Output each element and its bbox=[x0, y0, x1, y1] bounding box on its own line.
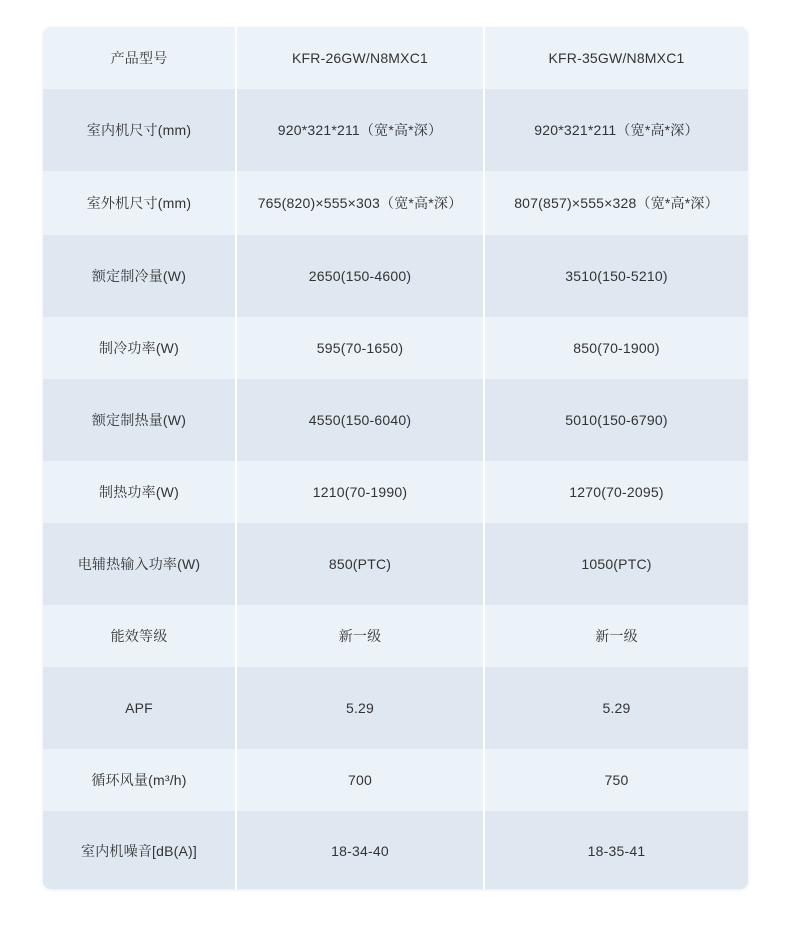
row-label: 额定制热量(W) bbox=[91, 412, 187, 428]
row-label: 制冷功率(W) bbox=[99, 340, 179, 356]
table-row-heating-power bbox=[43, 461, 748, 523]
value-kfr-35: 1270(70-2095) bbox=[483, 461, 748, 523]
spec-table bbox=[43, 27, 748, 889]
value-kfr-26: 2650(150-4600) bbox=[235, 235, 483, 317]
value-kfr-26: 595(70-1650) bbox=[235, 317, 483, 379]
table-row-outdoor-size bbox=[43, 171, 748, 235]
value-kfr-35: 1050(PTC) bbox=[483, 523, 748, 605]
table-row-cooling-capacity bbox=[43, 235, 748, 317]
table-row-indoor-noise bbox=[43, 811, 748, 889]
row-label: 产品型号 bbox=[110, 50, 168, 66]
value-kfr-26: KFR-26GW/N8MXC1 bbox=[235, 27, 483, 89]
value-kfr-35: 18-35-41 bbox=[483, 811, 748, 889]
value-kfr-26: 765(820)×555×303（宽*高*深） bbox=[235, 171, 483, 235]
value-kfr-26: 920*321*211（宽*高*深） bbox=[235, 89, 483, 171]
table-row-energy-grade bbox=[43, 605, 748, 667]
row-label: APF bbox=[125, 700, 153, 716]
value-kfr-35: KFR-35GW/N8MXC1 bbox=[483, 27, 748, 89]
row-label: 制热功率(W) bbox=[99, 484, 179, 500]
table-row-cooling-power bbox=[43, 317, 748, 379]
value-kfr-26: 850(PTC) bbox=[235, 523, 483, 605]
value-kfr-26: 新一级 bbox=[235, 605, 483, 667]
value-kfr-26: 5.29 bbox=[235, 667, 483, 749]
row-label: 循环风量(m³/h) bbox=[91, 772, 187, 788]
table-row-airflow bbox=[43, 749, 748, 811]
row-label: 室内机尺寸(mm) bbox=[86, 122, 192, 138]
value-kfr-26: 18-34-40 bbox=[235, 811, 483, 889]
table-row-aux-heater-power bbox=[43, 523, 748, 605]
row-label: 能效等级 bbox=[110, 628, 168, 644]
table-row-apf bbox=[43, 667, 748, 749]
value-kfr-35: 920*321*211（宽*高*深） bbox=[483, 89, 748, 171]
value-kfr-26: 1210(70-1990) bbox=[235, 461, 483, 523]
row-label: 室外机尺寸(mm) bbox=[86, 195, 192, 211]
value-kfr-35: 5010(150-6790) bbox=[483, 379, 748, 461]
table-row-model bbox=[43, 27, 748, 89]
table-row-indoor-size bbox=[43, 89, 748, 171]
value-kfr-35: 807(857)×555×328（宽*高*深） bbox=[483, 171, 748, 235]
value-kfr-26: 4550(150-6040) bbox=[235, 379, 483, 461]
value-kfr-35: 750 bbox=[483, 749, 748, 811]
value-kfr-35: 5.29 bbox=[483, 667, 748, 749]
value-kfr-26: 700 bbox=[235, 749, 483, 811]
row-label: 电辅热输入功率(W) bbox=[77, 556, 201, 572]
value-kfr-35: 3510(150-5210) bbox=[483, 235, 748, 317]
value-kfr-35: 850(70-1900) bbox=[483, 317, 748, 379]
value-kfr-35: 新一级 bbox=[483, 605, 748, 667]
row-label: 室内机噪音[dB(A)] bbox=[81, 843, 197, 859]
row-label: 额定制冷量(W) bbox=[91, 268, 187, 284]
table-row-heating-capacity bbox=[43, 379, 748, 461]
